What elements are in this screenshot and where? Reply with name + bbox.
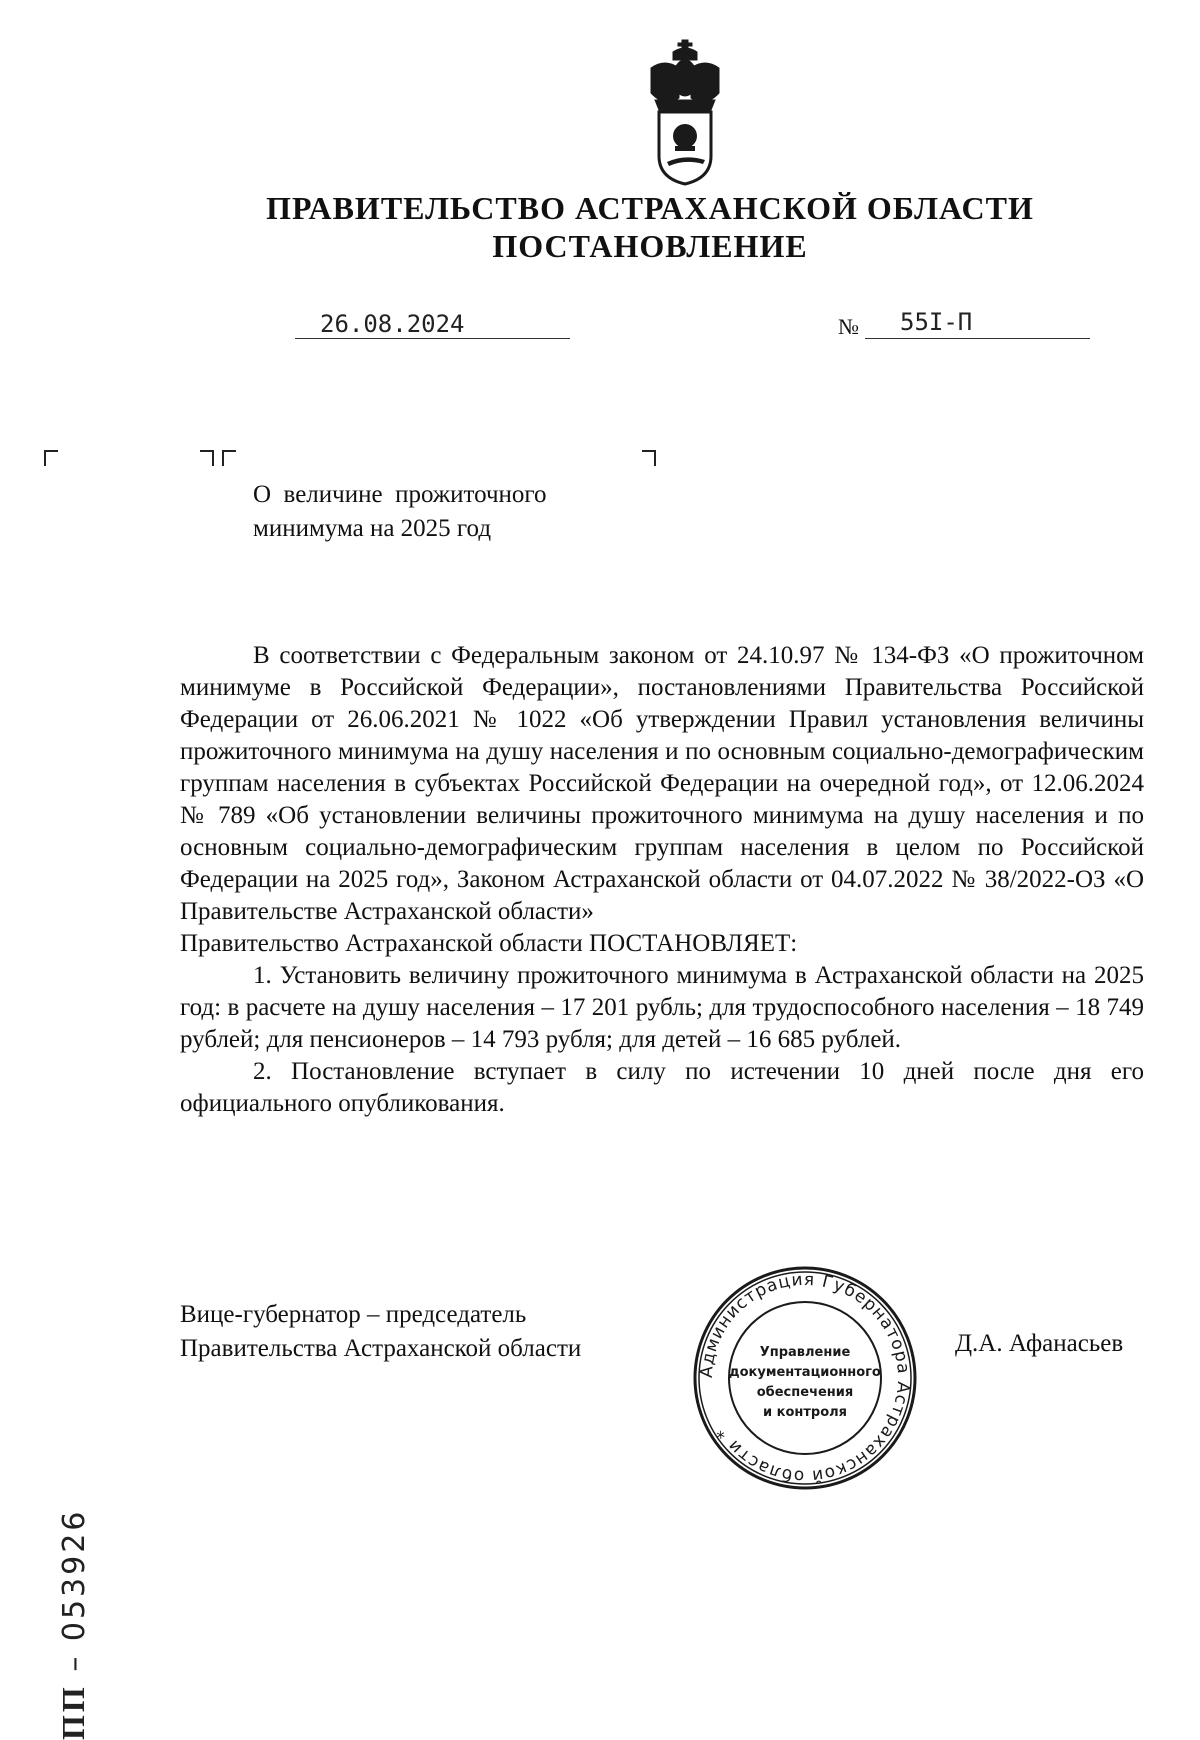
subject-corner-mark: [222, 450, 236, 466]
item-1-paragraph: 1. Установить величину прожиточного минимума в Астраханской области на 2025 год: в расчете на душу населения – 17 201 рубль; для трудоспособного населения – 18 749 рублей; для пенсионеров – 14 793 рубля; для детей – 16 685 рублей.: [180, 962, 1144, 1053]
document-body: [180, 640, 1144, 1120]
government-title: ПРАВИТЕЛЬСТВО АСТРАХАНСКОЙ ОБЛАСТИ: [266, 190, 1034, 226]
subject-line: О величине прожиточного: [253, 481, 547, 508]
signer-position-line: Вице-губернатор – председатель: [180, 1301, 527, 1328]
subject-corner-mark: [642, 450, 656, 466]
document-number: 55I-П: [900, 308, 973, 336]
signer-position: [180, 1298, 581, 1366]
stamp-inner-line: обеспечения: [756, 1385, 854, 1400]
stamp-inner-line: документационного: [729, 1365, 881, 1380]
decree-paragraph: Правительство Астраханской области ПОСТАНОВЛЯЕТ:: [180, 930, 798, 957]
subject-line: минимума на 2025 год: [253, 515, 492, 542]
number-underline: [865, 338, 1090, 339]
signer-name: Д.А. Афанасьев: [955, 1330, 1124, 1357]
signer-position-line: Правительства Астраханской области: [180, 1335, 582, 1362]
official-stamp: [692, 1265, 918, 1491]
stamp-inner-line: Управление: [759, 1345, 851, 1360]
number-sign: №: [838, 314, 859, 339]
item-2-paragraph: 2. Постановление вступает в силу по истечении 10 дней после дня его официального опубликования.: [180, 1058, 1144, 1117]
document-subject: [253, 478, 547, 546]
preamble-paragraph: В соответствии с Федеральным законом от 24.10.97 № 134-ФЗ «О прожиточном минимуме в Российской Федерации», постановлениями Правительства Российской Федерации от 26.06.2021 № 1022 «Об утверждении Правил установления величины прожиточного минимума на душу населения и по основным социально-демографическим группам населения в субъектах Российской Федерации на очередной год», от 12.06.2024 № 789 «Об установлении величины прожиточного минимума на душу населения и по основным социально-демографическим группам населения в целом по Российской Федерации на 2025 год», Законом Астраханской области от 04.07.2022 № 38/2022-ОЗ «О Правительстве Астраханской области»: [180, 642, 1144, 925]
date-underline: [295, 338, 570, 339]
form-series: ПП: [55, 1684, 91, 1740]
document-type-title: ПОСТАНОВЛЕНИЕ: [492, 228, 808, 264]
stamp-inner-line: и контроля: [762, 1405, 848, 1420]
form-serial-number: ПП – 053926: [55, 1508, 92, 1740]
margin-corner-mark: [44, 450, 58, 466]
stamp-outer-text: Администрация Губернатора Астраханской области *: [696, 1269, 914, 1487]
form-number: 053926: [57, 1508, 92, 1642]
margin-corner-mark: [200, 450, 214, 466]
coat-of-arms-emblem: [645, 38, 725, 188]
document-date: 26.08.2024: [320, 310, 465, 338]
